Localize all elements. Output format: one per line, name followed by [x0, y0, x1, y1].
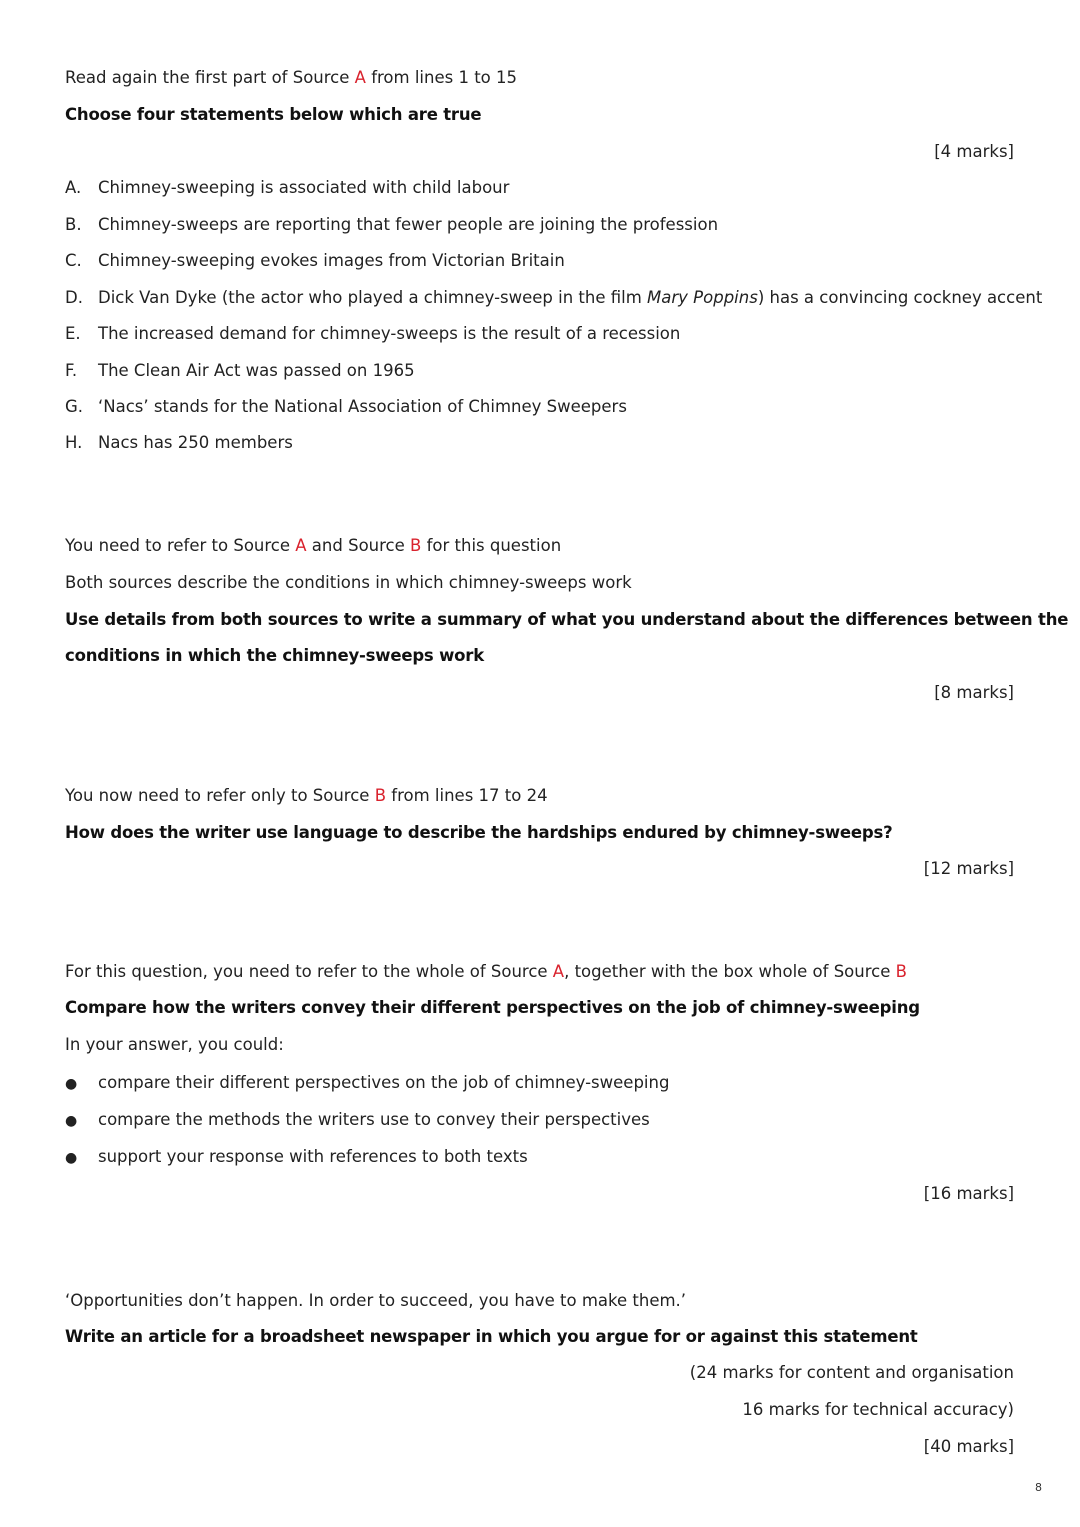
q4-marks: [16 marks]: [923, 1184, 1014, 1203]
q3-marks: [12 marks]: [923, 859, 1014, 878]
q2-marks: [8 marks]: [934, 683, 1014, 702]
q4-bullet: ● compare the methods the writers use to convey their perspectives: [65, 1109, 650, 1132]
q2-instruction-line2: conditions in which the chimney-sweeps work: [65, 646, 484, 665]
bullet-icon: ●: [65, 1150, 78, 1166]
q4-lead: In your answer, you could:: [65, 1035, 284, 1054]
option-d: D. Dick Van Dyke (the actor who played a chimney-sweep in the film Mary Poppins) has a convincing cockney accent: [65, 288, 1043, 307]
q2-intro: You need to refer to Source A and Source B for this question: [65, 536, 562, 555]
q2-context: Both sources describe the conditions in which chimney-sweeps work: [65, 573, 632, 592]
option-c: C. Chimney-sweeping evokes images from Victorian Britain: [65, 251, 565, 270]
option-f: F. The Clean Air Act was passed on 1965: [65, 361, 415, 380]
page-number: 8: [1035, 1481, 1042, 1494]
q5-marks-total: [40 marks]: [923, 1437, 1014, 1456]
q5-marks-content: (24 marks for content and organisation: [689, 1363, 1014, 1382]
q5-quote: ‘Opportunities don’t happen. In order to succeed, you have to make them.’: [65, 1291, 687, 1310]
q3-instruction: How does the writer use language to describe the hardships endured by chimney-sweeps?: [65, 823, 893, 842]
option-b: B. Chimney-sweeps are reporting that fewer people are joining the profession: [65, 215, 719, 234]
source-b-label: B: [895, 962, 907, 981]
q5-instruction: Write an article for a broadsheet newspaper in which you argue for or against this statement: [65, 1327, 918, 1346]
q1-instruction: Choose four statements below which are true: [65, 105, 482, 124]
source-b-label: B: [374, 786, 387, 805]
source-a-label: A: [552, 962, 565, 981]
source-a-label: A: [295, 536, 307, 555]
q1-intro: Read again the first part of Source A from lines 1 to 15: [65, 68, 518, 87]
q4-intro: For this question, you need to refer to the whole of Source A, together with the box whole of Source B: [65, 962, 907, 981]
q3-intro: You now need to refer only to Source B from lines 17 to 24: [65, 786, 548, 805]
option-e: E. The increased demand for chimney-sweeps is the result of a recession: [65, 324, 681, 343]
q4-bullet: ● compare their different perspectives on the job of chimney-sweeping: [65, 1072, 669, 1095]
source-b-label: B: [410, 536, 422, 555]
bullet-icon: ●: [65, 1113, 78, 1129]
q4-bullet: ● support your response with references to both texts: [65, 1146, 528, 1169]
option-g: G. ‘Nacs’ stands for the National Association of Chimney Sweepers: [65, 397, 627, 416]
q1-marks: [4 marks]: [934, 142, 1014, 161]
q5-marks-technical: 16 marks for technical accuracy): [742, 1400, 1014, 1419]
q2-instruction-line1: Use details from both sources to write a summary of what you understand about the differences between the: [65, 610, 1069, 629]
source-a-label: A: [354, 68, 366, 87]
q4-instruction: Compare how the writers convey their different perspectives on the job of chimney-sweeping: [65, 998, 920, 1017]
bullet-icon: ●: [65, 1076, 78, 1092]
option-h: H. Nacs has 250 members: [65, 433, 293, 452]
option-a: A. Chimney-sweeping is associated with child labour: [65, 178, 510, 197]
